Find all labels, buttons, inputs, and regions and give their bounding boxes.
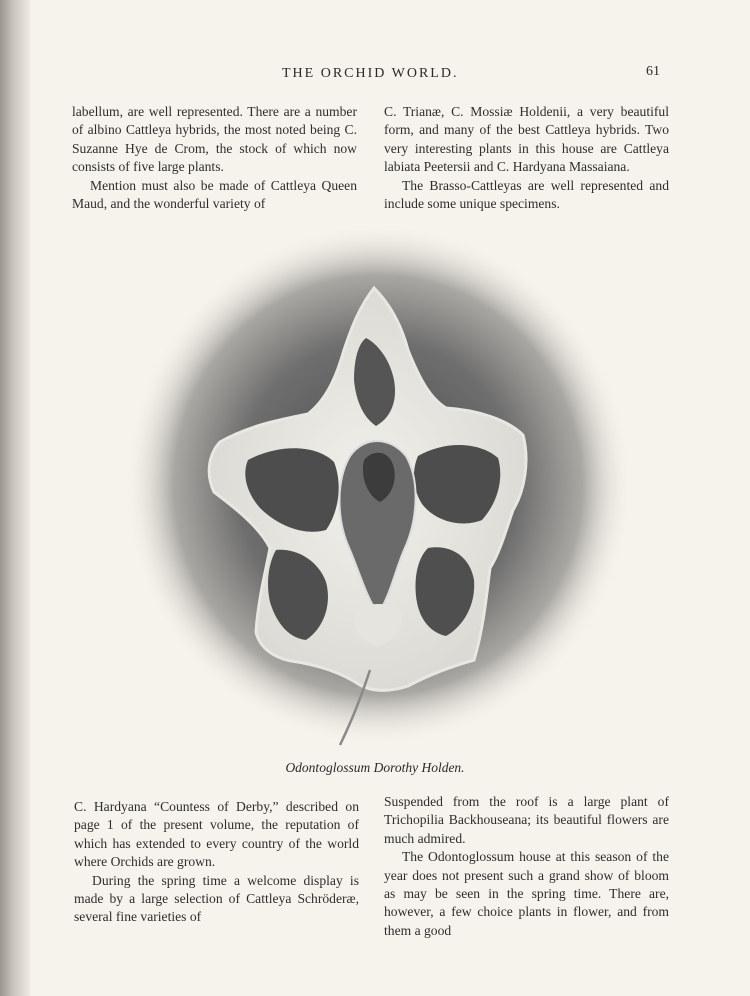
bottom-right-column (384, 793, 669, 940)
top-left-column (72, 103, 357, 213)
paragraph: C. Hardyana “Countess of Derby,” described on page 1 of the present volume, the reputation of which has extended to every country of the world where Orchids are grown. (74, 799, 359, 870)
bottom-left-column (74, 798, 359, 927)
paragraph: Mention must also be made of Cattleya Queen Maud, and the wonderful variety of (72, 177, 357, 212)
figure-caption: Odontoglossum Dorothy Holden. (285, 760, 465, 775)
running-title: THE ORCHID WORLD. (282, 66, 459, 81)
paragraph: The Brasso-Cattleyas are well represented and include some unique specimens. (384, 177, 669, 212)
page-gutter-shadow (0, 0, 30, 996)
top-right-column (384, 103, 669, 213)
page-number: 61 (646, 64, 660, 79)
paragraph: labellum, are well represented. There are a number of albino Cattleya hybrids, the most noted being C. Suzanne Hye de Crom, the stock of which now consists of five large plants. (72, 104, 357, 175)
orchid-photograph (128, 230, 628, 750)
paragraph: Suspended from the roof is a large plant of Trichopilia Backhouseana; its beautiful flowers are much admired. (384, 794, 669, 846)
paragraph: The Odontoglossum house at this season of the year does not present such a grand show of bloom as may be seen in the spring time. There are, however, a few choice plants in flower, and from them a good (384, 849, 669, 938)
paragraph: During the spring time a welcome display is made by a large selection of Cattleya Schröderæ, several fine varieties of (74, 872, 359, 925)
paragraph: C. Trianæ, C. Mossiæ Holdenii, a very beautiful form, and many of the best Cattleya hybrids. Two very interesting plants in this house are Cattleya labiata Peetersii and C. Hardyana Massaiana. (384, 104, 669, 175)
